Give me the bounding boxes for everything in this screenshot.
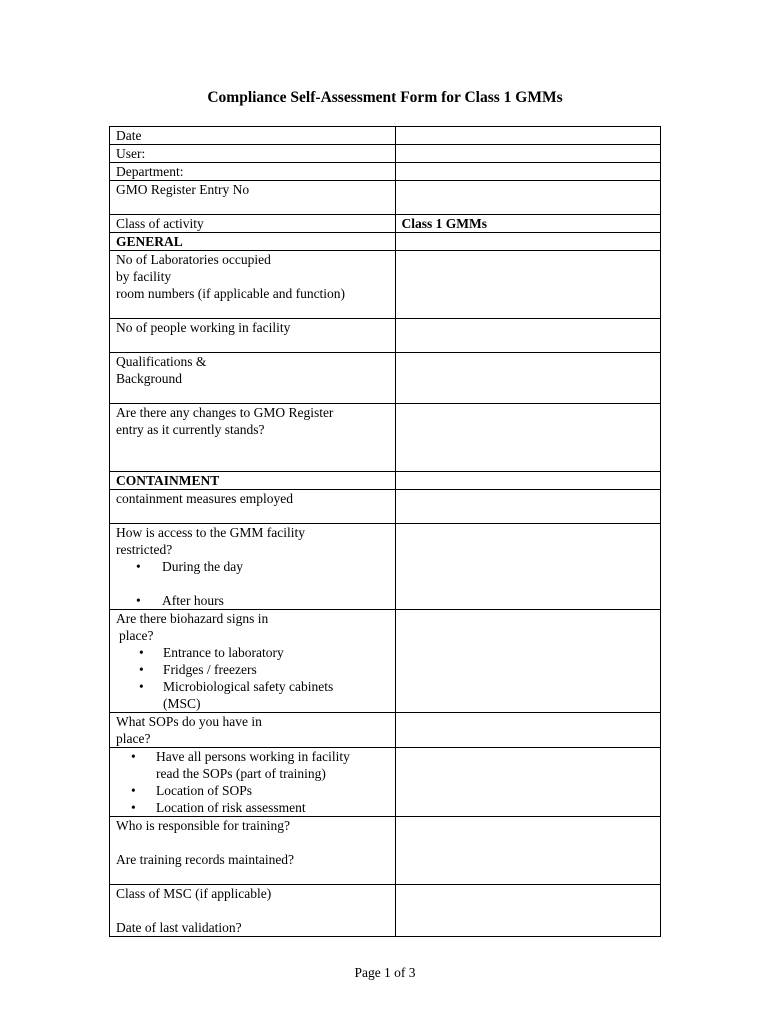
msc-line1: Class of MSC (if applicable)	[116, 886, 272, 901]
labs-field[interactable]	[395, 251, 660, 319]
qualifications-label	[110, 353, 396, 404]
training-line2: Are training records maintained?	[116, 852, 295, 867]
table-row	[110, 233, 661, 251]
form-title: Compliance Self-Assessment Form for Class 1 GMMs	[207, 89, 563, 106]
table-row	[110, 181, 661, 215]
sops-field[interactable]	[395, 713, 660, 748]
section-general-blank	[395, 233, 660, 251]
bullet-icon: •	[131, 800, 136, 815]
class-activity-label: Class of activity	[110, 215, 396, 233]
section-containment-blank	[395, 472, 660, 490]
list-item	[116, 644, 395, 661]
biohazard-bullet-entrance: Entrance to laboratory	[163, 645, 284, 660]
access-bullet-hours: After hours	[162, 593, 224, 608]
access-label	[110, 524, 396, 610]
sops-list-field[interactable]	[395, 748, 660, 817]
sops-bullet-location: Location of SOPs	[156, 783, 252, 798]
list-item	[116, 592, 395, 609]
access-line1: How is access to the GMM facility	[116, 525, 305, 540]
sops-list-cell	[110, 748, 396, 817]
biohazard-bullet-fridges: Fridges / freezers	[163, 662, 257, 677]
bullet-icon: •	[139, 645, 144, 660]
list-item	[116, 782, 395, 799]
labs-label-line3: room numbers (if applicable and function)	[116, 286, 346, 301]
user-field[interactable]	[395, 145, 660, 163]
bullet-icon: •	[139, 662, 144, 677]
sops-bullets	[116, 748, 395, 816]
list-item	[116, 558, 395, 592]
people-field[interactable]	[395, 319, 660, 353]
changes-line1: Are there any changes to GMO Register	[116, 405, 334, 420]
list-item	[116, 748, 395, 782]
msc-field[interactable]	[395, 885, 660, 937]
table-row	[110, 353, 661, 404]
list-item	[116, 661, 395, 678]
date-label: Date	[110, 127, 396, 145]
qualifications-line1: Qualifications &	[116, 354, 207, 369]
list-item	[116, 678, 395, 712]
section-general: GENERAL	[110, 233, 396, 251]
sops-bullet-read: Have all persons working in facility	[156, 749, 350, 764]
bullet-icon: •	[131, 783, 136, 798]
biohazard-line2: place?	[119, 628, 154, 643]
people-label: No of people working in facility	[110, 319, 396, 353]
changes-label	[110, 404, 396, 472]
access-bullets	[116, 558, 395, 609]
changes-line2: entry as it currently stands?	[116, 422, 265, 437]
table-row	[110, 215, 661, 233]
table-row	[110, 817, 661, 885]
training-line1: Who is responsible for training?	[116, 818, 290, 833]
table-row	[110, 145, 661, 163]
bullet-icon: •	[139, 679, 144, 694]
user-label: User:	[110, 145, 396, 163]
sops-label	[110, 713, 396, 748]
table-row	[110, 524, 661, 610]
measures-field[interactable]	[395, 490, 660, 524]
table-row	[110, 713, 661, 748]
biohazard-line1: Are there biohazard signs in	[116, 611, 269, 626]
table-row	[110, 610, 661, 713]
table-row	[110, 404, 661, 472]
class-activity-value: Class 1 GMMs	[395, 215, 660, 233]
table-row	[110, 490, 661, 524]
gmo-entry-field[interactable]	[395, 181, 660, 215]
department-field[interactable]	[395, 163, 660, 181]
table-row	[110, 472, 661, 490]
training-field[interactable]	[395, 817, 660, 885]
access-line2: restricted?	[116, 542, 173, 557]
access-bullet-day: During the day	[162, 559, 243, 574]
table-row	[110, 251, 661, 319]
bullet-icon: •	[136, 593, 141, 608]
labs-label	[110, 251, 396, 319]
qualifications-field[interactable]	[395, 353, 660, 404]
table-row	[110, 885, 661, 937]
table-row	[110, 163, 661, 181]
bullet-icon: •	[131, 749, 136, 764]
biohazard-bullet-msc-abbr: (MSC)	[163, 696, 201, 711]
list-item	[116, 799, 395, 816]
sops-line2: place?	[116, 731, 151, 746]
sops-line1: What SOPs do you have in	[116, 714, 262, 729]
biohazard-bullets	[116, 644, 395, 712]
table-row	[110, 319, 661, 353]
table-row	[110, 127, 661, 145]
department-label: Department:	[110, 163, 396, 181]
biohazard-label	[110, 610, 396, 713]
page-number: Page 1 of 3	[354, 965, 416, 980]
labs-label-line2: by facility	[116, 269, 172, 284]
training-label	[110, 817, 396, 885]
labs-label-line1: No of Laboratories occupied	[116, 252, 271, 267]
section-containment: CONTAINMENT	[110, 472, 396, 490]
sops-bullet-risk: Location of risk assessment	[156, 800, 306, 815]
msc-line2: Date of last validation?	[116, 920, 242, 935]
table-row	[110, 748, 661, 817]
measures-label: containment measures employed	[110, 490, 396, 524]
date-field[interactable]	[395, 127, 660, 145]
changes-field[interactable]	[395, 404, 660, 472]
assessment-table	[109, 126, 661, 937]
msc-label	[110, 885, 396, 937]
gmo-entry-label: GMO Register Entry No	[110, 181, 396, 215]
msc-spacer	[116, 902, 395, 919]
biohazard-field[interactable]	[395, 610, 660, 713]
access-field[interactable]	[395, 524, 660, 610]
biohazard-bullet-msc: Microbiological safety cabinets	[163, 679, 334, 694]
sops-bullet-read-2: read the SOPs (part of training)	[156, 766, 326, 781]
training-spacer	[116, 834, 395, 851]
bullet-icon: •	[136, 559, 141, 574]
qualifications-line2: Background	[116, 371, 182, 386]
